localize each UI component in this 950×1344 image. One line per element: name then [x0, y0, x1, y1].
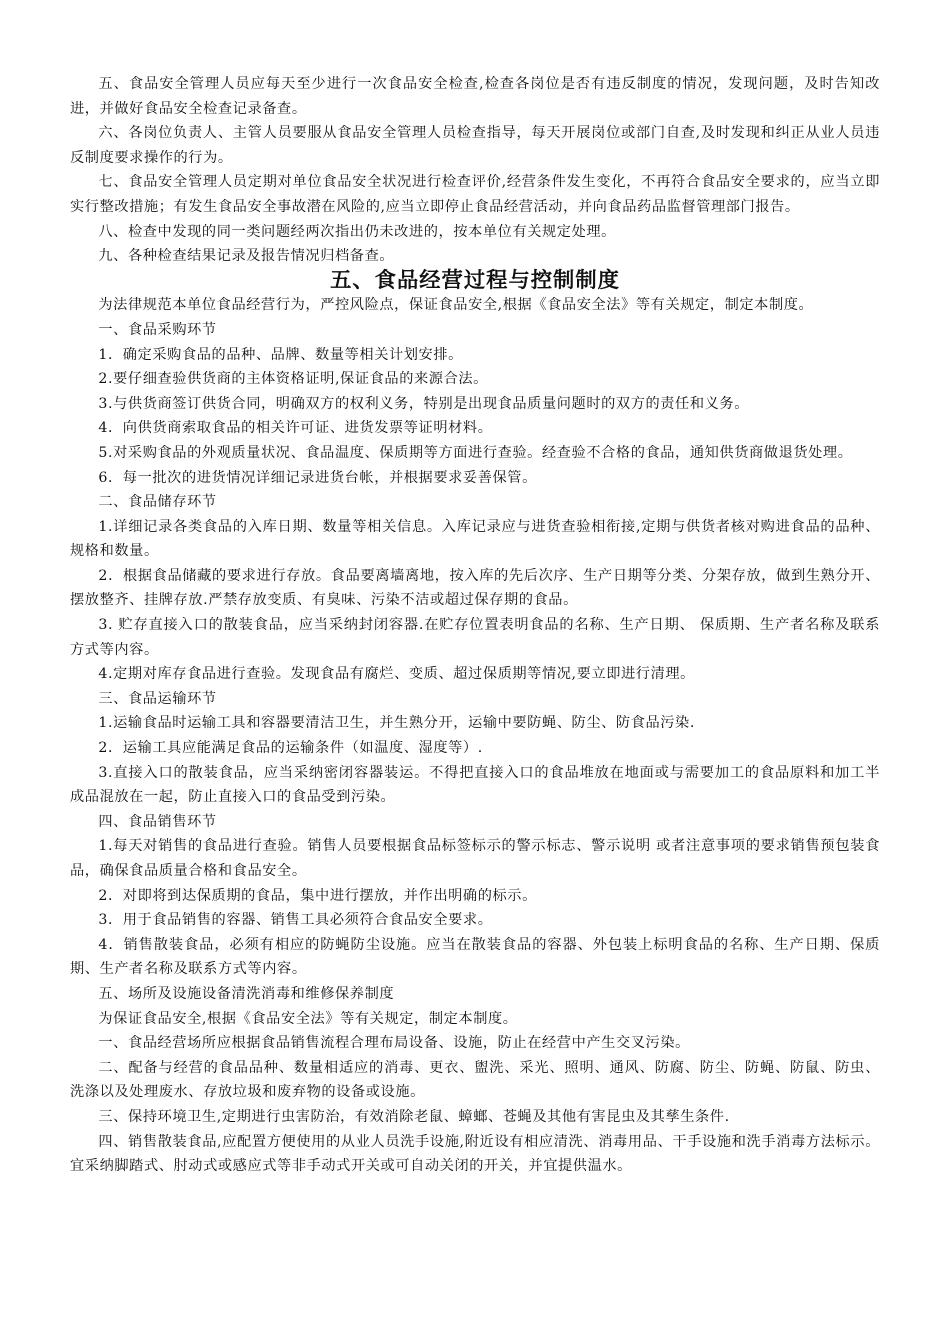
list-item: 1．确定采购食品的品种、品牌、数量等相关计划安排。 [98, 346, 463, 363]
paragraph: 九、各种检查结果记录及报告情况归档备查。 [98, 248, 395, 265]
subsection-heading: 三、食品运输环节 [98, 690, 217, 707]
subsection-heading: 五、场所及设施设备清洗消毒和维修保养制度 [98, 985, 395, 1002]
list-item: 3．用于食品销售的容器、销售工具必须符合食品安全要求。 [98, 912, 493, 929]
list-item: 2.要仔细查验供货商的主体资格证明,保证食品的来源合法。 [98, 371, 488, 388]
list-item: 2．根据食品储藏的要求进行存放。食品要离墙离地，按入库的先后次序、生产日期等分类、分架存放，做到生熟分开、摆放整齐、挂牌存放.严禁存放变质、有臭味、污染不洁或超过保存期的食品。 [70, 567, 880, 609]
list-item: 2．对即将到达保质期的食品，集中进行摆放，并作出明确的标示。 [98, 887, 537, 904]
storage-section [70, 490, 880, 687]
list-item: 4.定期对库存食品进行查验。发现食品有腐烂、变质、超过保质期等情况,要立即进行清理。 [98, 666, 695, 683]
subsection-heading: 四、食品销售环节 [98, 813, 217, 830]
list-item: 3. 贮存直接入口的散装食品，应当采纳封闭容器.在贮存位置表明食品的名称、生产日期、 保质期、生产者名称及联系方式等内容。 [70, 617, 880, 658]
section-title: 五、食品经营过程与控制制度 [330, 267, 620, 293]
list-item: 2．运输工具应能满足食品的运输条件（如温度、湿度等）. [98, 740, 483, 757]
subsection-heading: 一、食品采购环节 [98, 321, 217, 338]
list-item: 4．销售散装食品，必须有相应的防蝇防尘设施。应当在散装食品的容器、外包装上标明食品的名称、生产日期、保质期、生产者名称及联系方式等内容。 [70, 936, 880, 978]
purchase-section [70, 318, 880, 490]
transport-section [70, 687, 880, 810]
list-item: 3.直接入口的散装食品，应当采纳密闭容器装运。不得把直接入口的食品堆放在地面或与需要加工的食品原料和加工半成品混放在一起，防止直接入口的食品受到污染。 [70, 764, 880, 806]
section-intro: 为法律规范本单位食品经营行为，严控风险点，保证食品安全,根据《食品安全法》等有关规定，制定本制度。 [98, 297, 814, 314]
list-item: 4．向供货商索取食品的相关许可证、进货发票等证明材料。 [98, 420, 493, 437]
list-item: 5.对采购食品的外观质量状况、食品温度、保质期等方面进行查验。经查验不合格的食品，通知供货商做退货处理。 [98, 444, 853, 461]
list-item: 二、配备与经营的食品品种、数量相适应的消毒、更衣、盥洗、采光、照明、通风、防腐、防尘、防蝇、防鼠、防虫、洗涤以及处理废水、存放垃圾和废弃物的设备或设施。 [70, 1059, 880, 1101]
paragraph: 八、检查中发现的同一类问题经两次指出仍未改进的，按本单位有关规定处理。 [98, 223, 616, 240]
paragraph: 七、食品安全管理人员定期对单位食品安全状况进行检查评价,经营条件发生变化，不再符合食品安全要求的，应当立即实行整改措施；有发生食品安全事故潜在风险的,应当立即停止食品经营活动，并向食品药品监督管理部门报告。 [70, 174, 880, 215]
list-item: 1.运输食品时运输工具和容器要清洁卫生，并生熟分开，运输中要防蝇、防尘、防食品污染. [98, 715, 695, 732]
list-item: 三、保持环境卫生,定期进行虫害防治，有效消除老鼠、蟑螂、苍蝇及其他有害昆虫及其孳生条件. [98, 1108, 730, 1125]
paragraph: 六、各岗位负责人、主管人员要服从食品安全管理人员检查指导，每天开展岗位或部门自查,及时发现和纠正从业人员违反制度要求操作的行为。 [70, 125, 880, 166]
paragraph: 五、食品安全管理人员应每天至少进行一次食品安全检查,检查各岗位是否有违反制度的情况，发现问题，及时告知改进，并做好食品安全检查记录备查。 [70, 76, 880, 117]
facilities-section [70, 982, 880, 1179]
list-item: 3.与供货商签订供货合同，明确双方的权利义务，特别是出现食品质量问题时的双方的责任和义务。 [98, 395, 749, 412]
list-item: 6．每一批次的进货情况详细记录进货台帐，并根据要求妥善保管。 [98, 469, 537, 486]
sales-section [70, 810, 880, 982]
list-item: 1.每天对销售的食品进行查验。销售人员要根据食品标签标示的警示标志、警示说明 或者注意事项的要求销售预包装食品，确保食品质量合格和食品安全。 [70, 838, 880, 879]
subsection-intro: 为保证食品安全,根据《食品安全法》等有关规定，制定本制度。 [98, 1010, 518, 1027]
list-item: 一、食品经营场所应根据食品销售流程合理布局设备、设施，防止在经营中产生交叉污染。 [98, 1035, 690, 1052]
list-item: 1.详细记录各类食品的入库日期、数量等相关信息。入库记录应与进货查验相衔接,定期与供货者核对购进食品的品种、规格和数量。 [70, 518, 880, 560]
subsection-heading: 二、食品储存环节 [98, 494, 217, 511]
section4-continued [70, 72, 880, 269]
list-item: 四、销售散装食品,应配置方便使用的从业人员洗手设施,附近设有相应清洗、消毒用品、干手设施和洗手消毒方法标示。宜采纳脚踏式、肘动式或感应式等非手动式开关或可自动关闭的开关，并宜提供温水。 [70, 1133, 880, 1175]
